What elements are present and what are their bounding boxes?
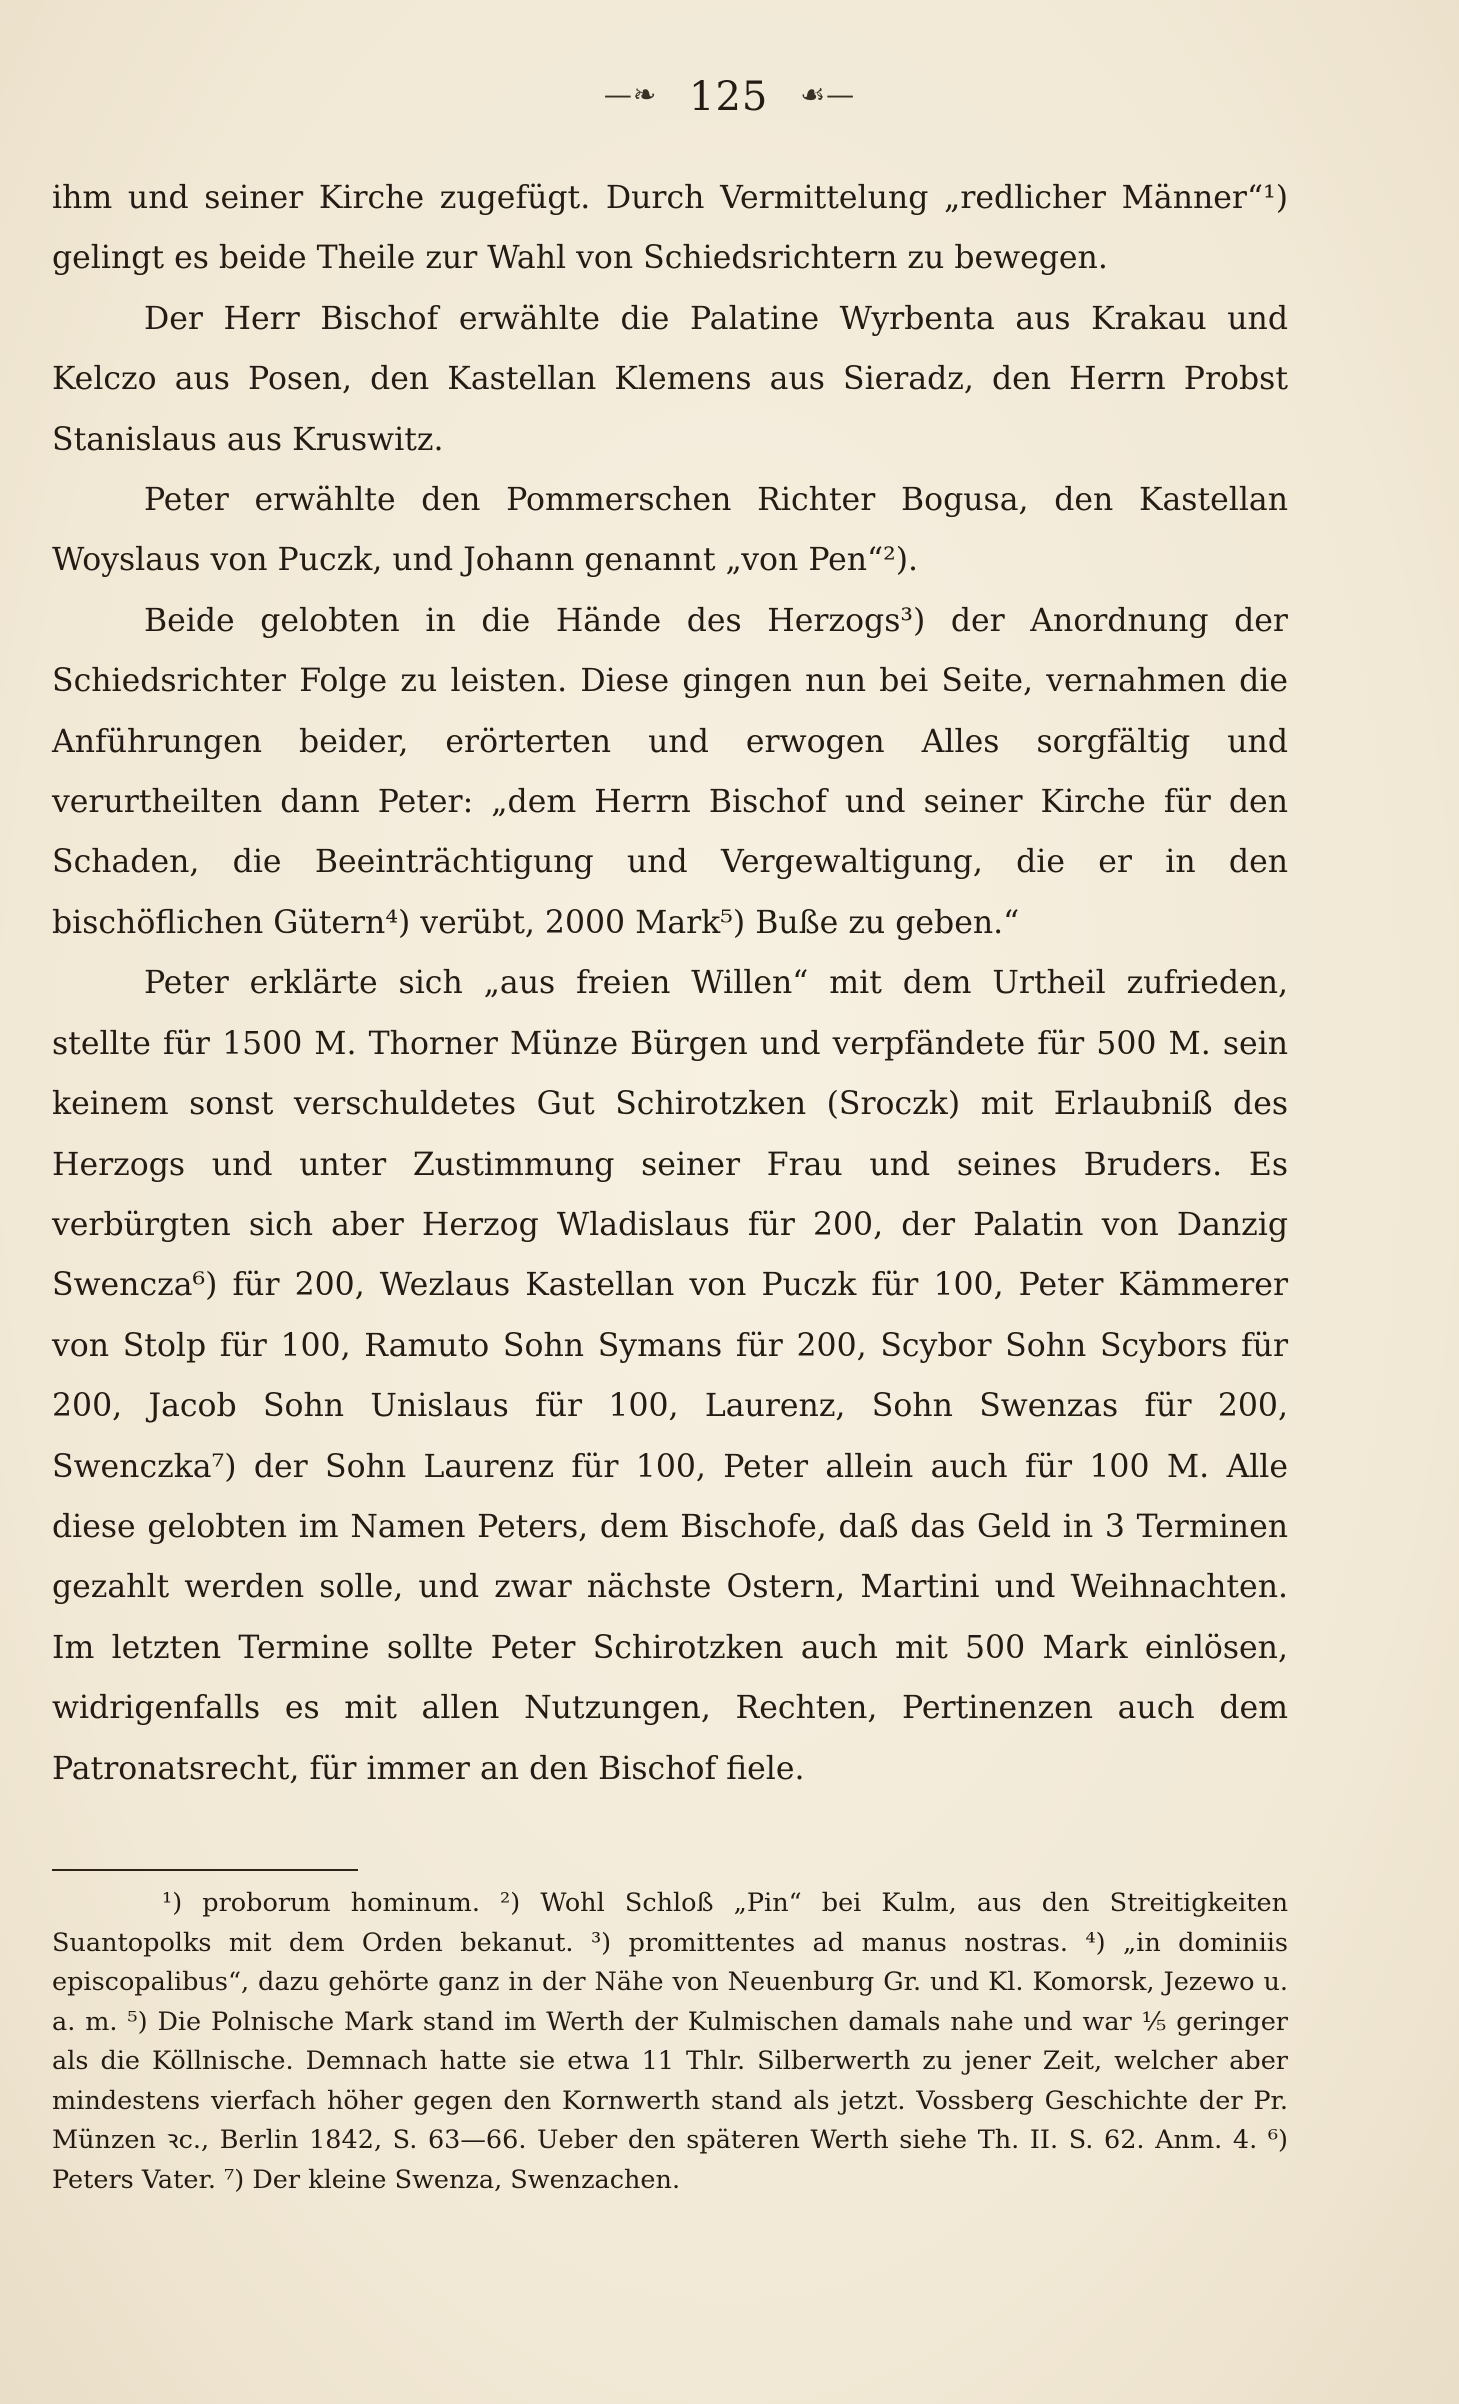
footnotes — [52, 1884, 1288, 2200]
header-ornament-right: ☙— — [800, 78, 856, 111]
header-ornament-left: —❧ — [603, 78, 658, 111]
paragraph-3: Peter erwählte den Pommerschen Richter Bogusa, den Kastellan Woyslaus von Puczk, und Johann genannt „von Pen“²). — [52, 482, 1288, 579]
paragraph-5: Peter erklärte sich „aus freien Willen“ mit dem Urtheil zufrieden, stellte für 1500 M. Thorner Münze Bürgen und verpfändete für 500 M. sein keinem sonst verschuldetes Gut Schirotzken (Sroczk) mit Erlaubniß des Herzogs und unter Zustimmung seiner Frau und seines Bruders. Es verbürgten sich aber Herzog Wladislaus für 200, der Palatin von Danzig Swencza⁶) für 200, Wezlaus Kastellan von Puczk für 100, Peter Kämmerer von Stolp für 100, Ramuto Sohn Symans für 200, Scybor Sohn Scybors für 200, Jacob Sohn Unislaus für 100, Laurenz, Sohn Swenzas für 200, Swenczka⁷) der Sohn Laurenz für 100, Peter allein auch für 100 M. Alle diese gelobten im Namen Peters, dem Bischofe, daß das Geld in 3 Terminen gezahlt werden solle, und zwar nächste Ostern, Martini und Weihnachten. Im letzten Termine sollte Peter Schirotzken auch mit 500 Mark einlösen, widrigenfalls es mit allen Nutzungen, Rechten, Pertinenzen auch dem Patronatsrecht, für immer an den Bischof fiele. — [52, 965, 1288, 1787]
body-text — [52, 168, 1288, 1799]
page-header — [0, 74, 1459, 120]
paragraph-1: ihm und seiner Kirche zugefügt. Durch Vermittelung „redlicher Männer“¹) gelingt es beide Theile zur Wahl von Schiedsrichtern zu bewegen. — [52, 180, 1288, 277]
page-number: 125 — [689, 74, 769, 120]
footnote-divider — [52, 1869, 358, 1871]
paragraph-4: Beide gelobten in die Hände des Herzogs³) der Anordnung der Schiedsrichter Folge zu leisten. Diese gingen nun bei Seite, vernahmen die Anführungen beider, erörterten und erwogen Alles sorgfältig und verurtheilten dann Peter: „dem Herrn Bischof und seiner Kirche für den Schaden, die Beeinträchtigung und Vergewaltigung, die er in den bischöflichen Gütern⁴) verübt, 2000 Mark⁵) Buße zu geben.“ — [52, 602, 1288, 941]
footnotes-text: ¹) proborum hominum. ²) Wohl Schloß „Pin“ bei Kulm, aus den Streitigkeiten Suantopolks mit dem Orden bekanut. ³) promittentes ad manus nostras. ⁴) „in dominiis episcopalibus“, dazu gehörte ganz in der Nähe von Neuenburg Gr. und Kl. Komorsk, Jezewo u. a. m. ⁵) Die Polnische Mark stand im Werth der Kulmischen damals nahe und war ⅕ geringer als die Köllnische. Demnach hatte sie etwa 11 Thlr. Silberwerth zu jener Zeit, welcher aber mindestens vierfach höher gegen den Kornwerth stand als jetzt. Vossberg Geschichte der Pr. Münzen ꝛc., Berlin 1842, S. 63—66. Ueber den späteren Werth siehe Th. II. S. 62. Anm. 4. ⁶) Peters Vater. ⁷) Der kleine Swenza, Swenzachen. — [52, 1888, 1288, 2195]
paragraph-2: Der Herr Bischof erwählte die Palatine Wyrbenta aus Krakau und Kelczo aus Posen, den Kastellan Klemens aus Sieradz, den Herrn Probst Stanislaus aus Kruswitz. — [52, 300, 1288, 458]
